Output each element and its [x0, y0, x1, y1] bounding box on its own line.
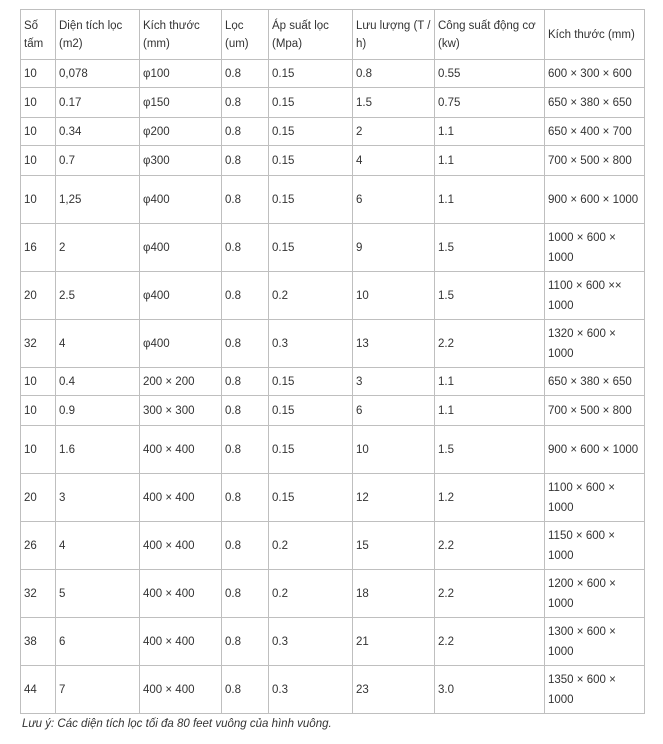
- table-cell: 0.8: [222, 474, 269, 522]
- table-cell: 900 × 600 × 1000: [545, 426, 645, 474]
- table-cell: 10: [353, 426, 435, 474]
- table-row: [21, 118, 645, 146]
- table-cell: 0.3: [269, 320, 353, 368]
- table-cell: 0.15: [269, 146, 353, 176]
- table-cell: 0.8: [222, 570, 269, 618]
- table-cell: 0.8: [222, 426, 269, 474]
- table-cell: 0.8: [222, 146, 269, 176]
- table-cell: 700 × 500 × 800: [545, 146, 645, 176]
- table-cell: 15: [353, 522, 435, 570]
- table-cell: 1.1: [435, 118, 545, 146]
- header-cell: Kích thước (mm): [545, 10, 645, 60]
- table-row: [21, 272, 645, 320]
- table-cell: φ100: [140, 60, 222, 88]
- table-cell: 0.2: [269, 272, 353, 320]
- table-cell: 1000 × 600 × 1000: [545, 224, 645, 272]
- table-cell: 0.8: [222, 618, 269, 666]
- table-row: [21, 618, 645, 666]
- table-cell: 0.15: [269, 396, 353, 426]
- table-cell: 0.17: [56, 88, 140, 118]
- table-cell: 32: [21, 320, 56, 368]
- table-cell: 0.8: [222, 666, 269, 714]
- table-cell: 4: [353, 146, 435, 176]
- table-cell: 5: [56, 570, 140, 618]
- table-cell: 0.8: [222, 396, 269, 426]
- table-cell: 400 × 400: [140, 426, 222, 474]
- table-cell: 0.4: [56, 368, 140, 396]
- table-cell: 2.2: [435, 618, 545, 666]
- table-cell: 0.15: [269, 118, 353, 146]
- table-cell: 1.5: [435, 272, 545, 320]
- table-cell: 1300 × 600 × 1000: [545, 618, 645, 666]
- table-cell: 10: [21, 60, 56, 88]
- table-cell: 1,25: [56, 176, 140, 224]
- table-cell: 0.3: [269, 618, 353, 666]
- table-cell: 26: [21, 522, 56, 570]
- table-cell: 0.55: [435, 60, 545, 88]
- table-cell: 10: [21, 118, 56, 146]
- table-cell: 0.15: [269, 426, 353, 474]
- header-cell: Số tấm: [21, 10, 56, 60]
- table-cell: 44: [21, 666, 56, 714]
- header-cell: Diện tích lọc (m2): [56, 10, 140, 60]
- header-cell: Kích thước (mm): [140, 10, 222, 60]
- table-cell: 6: [56, 618, 140, 666]
- table-row: [21, 60, 645, 88]
- table-row: [21, 320, 645, 368]
- header-row: [21, 10, 645, 60]
- table-cell: 2: [353, 118, 435, 146]
- table-cell: 0.8: [222, 60, 269, 88]
- table-cell: 1350 × 600 × 1000: [545, 666, 645, 714]
- table-cell: 10: [21, 176, 56, 224]
- table-cell: 1.5: [353, 88, 435, 118]
- table-cell: 23: [353, 666, 435, 714]
- table-cell: 1100 × 600 ×× 1000: [545, 272, 645, 320]
- table-cell: 0.8: [222, 522, 269, 570]
- table-cell: 1.1: [435, 146, 545, 176]
- header-cell: Công suất động cơ (kw): [435, 10, 545, 60]
- footnote: Lưu ý: Các diện tích lọc tối đa 80 feet vuông của hình vuông.: [22, 718, 332, 730]
- table-cell: 0.15: [269, 474, 353, 522]
- table-cell: 0.9: [56, 396, 140, 426]
- header-cell: Lọc (um): [222, 10, 269, 60]
- table-row: [21, 368, 645, 396]
- table-cell: 0.2: [269, 522, 353, 570]
- table-cell: 0.8: [353, 60, 435, 88]
- table-cell: 1.5: [435, 426, 545, 474]
- header-cell: Áp suất lọc (Mpa): [269, 10, 353, 60]
- spec-table: [20, 9, 645, 714]
- table-cell: 0.8: [222, 88, 269, 118]
- table-row: [21, 396, 645, 426]
- table-cell: φ400: [140, 272, 222, 320]
- table-cell: 650 × 380 × 650: [545, 368, 645, 396]
- table-cell: φ200: [140, 118, 222, 146]
- table-cell: 32: [21, 570, 56, 618]
- table-cell: 10: [21, 146, 56, 176]
- table-cell: 2.2: [435, 522, 545, 570]
- table-cell: 6: [353, 176, 435, 224]
- table-cell: 400 × 400: [140, 618, 222, 666]
- table-cell: 650 × 400 × 700: [545, 118, 645, 146]
- table-cell: 0.34: [56, 118, 140, 146]
- table-cell: 10: [21, 396, 56, 426]
- table-cell: 0.8: [222, 272, 269, 320]
- table-cell: 4: [56, 320, 140, 368]
- table-cell: 12: [353, 474, 435, 522]
- table-row: [21, 224, 645, 272]
- table-cell: 0.7: [56, 146, 140, 176]
- table-row: [21, 426, 645, 474]
- table-cell: φ400: [140, 224, 222, 272]
- table-cell: 400 × 400: [140, 474, 222, 522]
- table-row: [21, 474, 645, 522]
- table-cell: 700 × 500 × 800: [545, 396, 645, 426]
- table-cell: 13: [353, 320, 435, 368]
- table-cell: 3: [56, 474, 140, 522]
- table-cell: 1100 × 600 × 1000: [545, 474, 645, 522]
- table-cell: 20: [21, 272, 56, 320]
- table-cell: 0.15: [269, 224, 353, 272]
- table-cell: 1.5: [435, 224, 545, 272]
- table-cell: 0.2: [269, 570, 353, 618]
- table-cell: 1200 × 600 × 1000: [545, 570, 645, 618]
- table-cell: 400 × 400: [140, 522, 222, 570]
- table-cell: 1.1: [435, 368, 545, 396]
- table-cell: 20: [21, 474, 56, 522]
- table-cell: 0.15: [269, 176, 353, 224]
- table-cell: φ150: [140, 88, 222, 118]
- table-row: [21, 666, 645, 714]
- table-cell: φ300: [140, 146, 222, 176]
- table-cell: 10: [353, 272, 435, 320]
- table-row: [21, 176, 645, 224]
- table-cell: 1150 × 600 × 1000: [545, 522, 645, 570]
- table-cell: 0.8: [222, 176, 269, 224]
- table-cell: 1.1: [435, 176, 545, 224]
- table-row: [21, 146, 645, 176]
- table-cell: 900 × 600 × 1000: [545, 176, 645, 224]
- table-cell: 6: [353, 396, 435, 426]
- table-cell: φ400: [140, 176, 222, 224]
- table-cell: 3.0: [435, 666, 545, 714]
- header-cell: Lưu lượng (T / h): [353, 10, 435, 60]
- table-cell: 2: [56, 224, 140, 272]
- table-cell: 3: [353, 368, 435, 396]
- table-cell: 0.15: [269, 60, 353, 88]
- table-cell: 7: [56, 666, 140, 714]
- table-cell: 10: [21, 88, 56, 118]
- table-cell: 0.3: [269, 666, 353, 714]
- table-row: [21, 88, 645, 118]
- table-cell: 200 × 200: [140, 368, 222, 396]
- table-cell: 1.1: [435, 396, 545, 426]
- table-cell: 0.15: [269, 88, 353, 118]
- table-cell: 2.5: [56, 272, 140, 320]
- table-cell: 600 × 300 × 600: [545, 60, 645, 88]
- table-cell: 400 × 400: [140, 570, 222, 618]
- table-cell: 650 × 380 × 650: [545, 88, 645, 118]
- table-cell: 2.2: [435, 570, 545, 618]
- table-cell: 400 × 400: [140, 666, 222, 714]
- table-cell: 18: [353, 570, 435, 618]
- table-cell: 10: [21, 426, 56, 474]
- table-row: [21, 570, 645, 618]
- table-cell: 0.75: [435, 88, 545, 118]
- table-cell: 38: [21, 618, 56, 666]
- table-cell: 4: [56, 522, 140, 570]
- table-cell: 9: [353, 224, 435, 272]
- table-cell: 0.8: [222, 224, 269, 272]
- table-cell: 1.6: [56, 426, 140, 474]
- table-cell: 0.8: [222, 320, 269, 368]
- table-cell: 0,078: [56, 60, 140, 88]
- table-cell: 0.8: [222, 368, 269, 396]
- table-row: [21, 522, 645, 570]
- table-cell: 1320 × 600 × 1000: [545, 320, 645, 368]
- table-cell: 21: [353, 618, 435, 666]
- table-cell: 16: [21, 224, 56, 272]
- table-cell: 300 × 300: [140, 396, 222, 426]
- table-cell: 0.8: [222, 118, 269, 146]
- table-cell: 1.2: [435, 474, 545, 522]
- table-cell: 2.2: [435, 320, 545, 368]
- table-cell: 10: [21, 368, 56, 396]
- table-cell: 0.15: [269, 368, 353, 396]
- table-cell: φ400: [140, 320, 222, 368]
